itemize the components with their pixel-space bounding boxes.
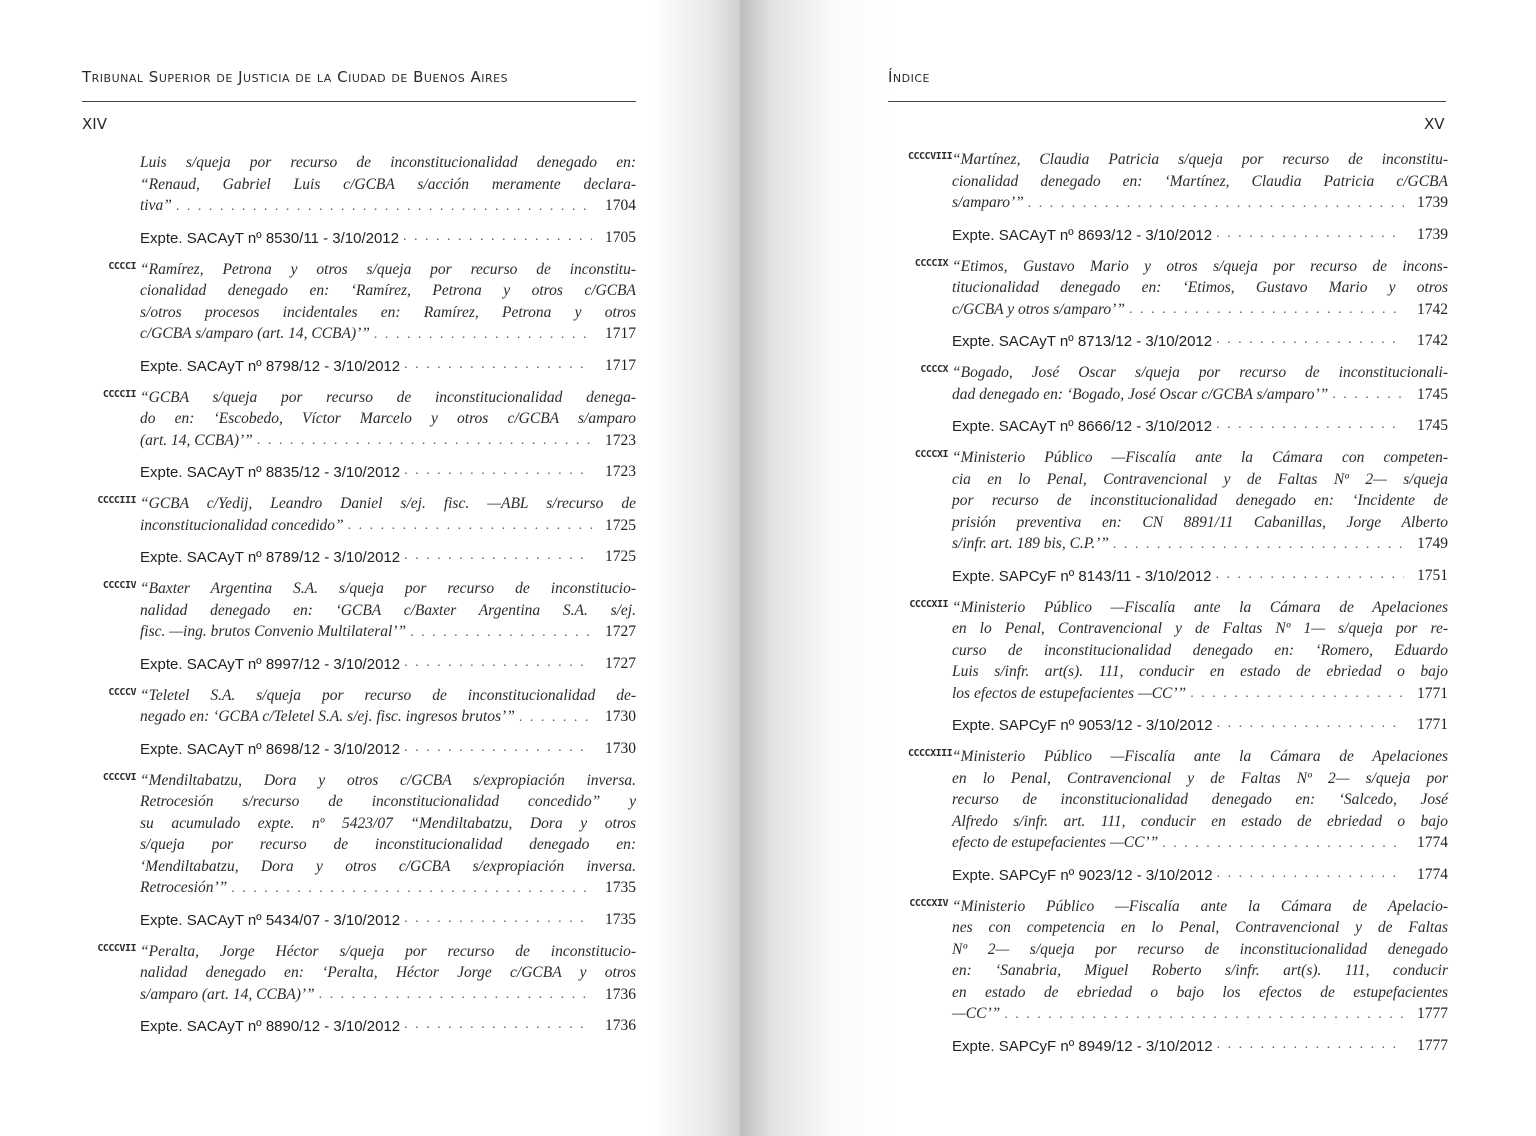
case-title-last-line (952, 832, 1448, 854)
page-reference: 1730 (605, 739, 636, 757)
entry-roman-numeral: CCCCII (102, 388, 136, 400)
entry-roman-numeral: CCCCVIII (908, 151, 953, 162)
page-reference: 1745 (1417, 385, 1448, 403)
index-entry (914, 256, 1448, 351)
index-entry (97, 941, 636, 1036)
page-reference: 1771 (1417, 684, 1448, 702)
dot-leader (1190, 683, 1404, 704)
file-number-text: Expte. SACAyT nº 8530/11 - 3/10/2012 (140, 229, 399, 247)
case-title-last-line (140, 877, 636, 899)
page-reference: 1739 (1417, 225, 1448, 243)
page-reference: 1771 (1417, 716, 1448, 733)
file-number-text: Expte. SAPCyF nº 8143/11 - 3/10/2012 (952, 567, 1212, 585)
case-title-line: “GCBA s/queja por recurso de inconstitucionalidad denega- (140, 388, 636, 406)
page-reference: 1749 (1417, 535, 1448, 552)
case-title-line: do en: ‘Escobedo, Víctor Marcelo y otros c/GCBA s/amparo (140, 410, 636, 427)
case-title-line: “Ministerio Público —Fiscalía ante la Cámara de Apelaciones (952, 748, 1448, 765)
case-title-last-line (952, 533, 1448, 555)
case-title-line: Alfredo s/infr. art. 111, conducir en estado de ebriedad o bajo (952, 812, 1448, 830)
case-title-line: “Bogado, José Oscar s/queja por recurso de inconstitucionali- (952, 364, 1448, 381)
case-title-line: nalidad denegado en: ‘GCBA c/Baxter Argentina S.A. s/ej. (140, 601, 636, 619)
page-reference: 1717 (605, 325, 636, 342)
index-entry (909, 597, 1448, 735)
dot-leader (1129, 299, 1404, 320)
entry-roman-numeral: CCCCV (108, 686, 136, 698)
page-reference: 1777 (1417, 1036, 1448, 1054)
index-entry (920, 362, 1448, 435)
case-file-reference (952, 564, 1448, 585)
dot-leader (1217, 863, 1404, 884)
case-title-last-line (140, 984, 636, 1006)
header-rule (888, 101, 1446, 102)
file-number-text: Expte. SACAyT nº 8666/12 - 3/10/2012 (952, 418, 1213, 435)
case-title-line: “Ministerio Público —Fiscalía ante la Cámara de Apelaciones (952, 598, 1448, 616)
page-reference: 1736 (605, 985, 636, 1003)
index-list (97, 152, 636, 1035)
page-reference: 1777 (1417, 1005, 1448, 1022)
case-file-reference (952, 329, 1448, 350)
dot-leader (348, 515, 592, 536)
case-file-reference (952, 223, 1448, 244)
index-entry (102, 387, 636, 482)
dot-leader (176, 196, 592, 217)
dot-leader (1216, 564, 1404, 585)
dot-leader (519, 707, 592, 728)
dot-leader (404, 737, 592, 758)
page-reference: 1742 (1417, 300, 1448, 318)
case-title-text: c/GCBA s/amparo (art. 14, CCBA)’” (140, 325, 370, 342)
dot-leader (1113, 534, 1404, 555)
case-file-reference (952, 713, 1448, 734)
page-reference: 1723 (605, 463, 636, 480)
case-title-line: Nº 2— s/queja por recurso de inconstitucionalidad denegado (952, 940, 1448, 958)
page-reference: 1725 (605, 548, 636, 565)
page-reference: 1725 (605, 516, 636, 534)
case-title-line: por recurso de inconstitucionalidad denegado en: ‘Incidente de (952, 492, 1448, 509)
dot-leader (1332, 384, 1404, 405)
case-title-line: cia en lo Penal, Contravencional y de Faltas Nº 2— s/queja (952, 470, 1448, 488)
page-reference: 1730 (605, 708, 636, 725)
case-title-line: nes con competencia en lo Penal, Contravencional y de Faltas (952, 919, 1448, 936)
case-title-line: “Renaud, Gabriel Luis c/GCBA s/acción meramente declara- (140, 175, 636, 193)
case-title-line: prisión preventiva en: CN 8891/11 Cabanillas, Jorge Alberto (952, 513, 1448, 531)
case-title-line: en lo Penal, Contravencional y de Faltas Nº 2— s/queja por (952, 769, 1448, 787)
dot-leader (1217, 713, 1404, 734)
case-title-line: su acumulado expte. nº 5423/07 “Mendiltabatzu, Dora y otros (140, 814, 636, 832)
entry-roman-numeral: CCCCVI (102, 771, 136, 783)
case-title-line: “Mendiltabatzu, Dora y otros c/GCBA s/expropiación inversa. (140, 771, 636, 789)
page-reference: 1751 (1417, 566, 1448, 584)
case-title-line: titucionalidad denegado en: ‘Etimos, Gustavo Mario y otros (952, 279, 1448, 296)
case-title-line: cionalidad denegado en: ‘Martínez, Claudia Patricia c/GCBA (952, 172, 1448, 190)
file-number-text: Expte. SACAyT nº 8890/12 - 3/10/2012 (140, 1018, 401, 1035)
case-title-line: en lo Penal, Contravencional y de Faltas Nº 1— s/queja por re- (952, 620, 1448, 637)
index-entry (102, 770, 636, 929)
running-head: Tribunal Superior de Justicia de la Ciudad de Buenos Aires (82, 68, 509, 86)
page-reference: 1735 (605, 879, 636, 896)
file-number-text: Expte. SACAyT nº 8693/12 - 3/10/2012 (952, 226, 1213, 244)
case-title-text: s/infr. art. 189 bis, C.P.’” (952, 535, 1109, 552)
index-entry (97, 493, 636, 566)
case-title-text: s/amparo’” (952, 194, 1024, 211)
case-file-reference (140, 545, 636, 566)
left-page (0, 0, 740, 1136)
entry-roman-numeral: CCCCXIII (908, 748, 953, 759)
case-file-reference (952, 414, 1448, 435)
case-title-text: negado en: ‘GCBA c/Teletel S.A. s/ej. fisc. ingresos brutos’” (140, 708, 515, 725)
case-title-line: ‘Mendiltabatzu, Dora y otros c/GCBA s/expropiación inversa. (140, 857, 636, 875)
case-title-text: Retrocesión’” (140, 879, 228, 896)
case-title-line: Luis s/infr. art(s). 111, conducir en estado de ebriedad o bajo (952, 663, 1448, 680)
case-title-last-line (140, 706, 636, 728)
case-title-line: “Etimos, Gustavo Mario y otros s/queja por recurso de incons- (952, 257, 1448, 275)
case-title-last-line (952, 192, 1448, 214)
file-number-text: Expte. SACAyT nº 8835/12 - 3/10/2012 (140, 464, 401, 481)
file-number-text: Expte. SAPCyF nº 9023/12 - 3/10/2012 (952, 866, 1213, 884)
index-entry (102, 578, 636, 673)
case-title-text: tiva” (140, 197, 172, 214)
case-title-line: cionalidad denegado en: ‘Ramírez, Petrona y otros c/GCBA (140, 282, 636, 299)
case-title-line: Luis s/queja por recurso de inconstitucionalidad denegado en: (140, 154, 636, 171)
case-title-last-line (140, 323, 636, 345)
case-title-line: “Teletel S.A. s/queja por recurso de inconstitucionalidad de- (140, 686, 636, 704)
index-entry (909, 896, 1448, 1055)
file-number-text: Expte. SAPCyF nº 8949/12 - 3/10/2012 (952, 1037, 1213, 1055)
page-number: XIV (82, 115, 107, 133)
case-title-line: “Martínez, Claudia Patricia s/queja por recurso de inconstitu- (952, 151, 1448, 168)
case-title-line: curso de inconstitucionalidad denegado en: ‘Romero, Eduardo (952, 641, 1448, 659)
page-reference: 1727 (605, 623, 636, 640)
dot-leader (257, 430, 592, 451)
entry-roman-numeral: CCCCX (920, 364, 948, 375)
page-reference: 1742 (1417, 332, 1448, 349)
file-number-text: Expte. SACAyT nº 8698/12 - 3/10/2012 (140, 740, 401, 758)
dot-leader (404, 908, 592, 929)
entry-roman-numeral: CCCCIX (914, 257, 948, 269)
page-number: XV (1424, 115, 1445, 133)
case-title-last-line (140, 195, 636, 217)
case-title-line: s/queja por recurso de inconstitucionalidad denegado en: (140, 836, 636, 853)
dot-leader (404, 652, 592, 673)
case-title-text: (art. 14, CCBA)’” (140, 431, 253, 449)
case-title-last-line (952, 384, 1448, 406)
dot-leader (403, 226, 592, 247)
index-entry (108, 685, 636, 758)
case-title-line: “Ministerio Público —Fiscalía ante la Cámara con competen- (952, 449, 1448, 466)
file-number-text: Expte. SACAyT nº 8798/12 - 3/10/2012 (140, 357, 401, 375)
case-title-last-line (140, 430, 636, 452)
case-title-last-line (952, 299, 1448, 321)
dot-leader (1216, 414, 1404, 435)
case-title-line: recurso de inconstitucionalidad denegado en: ‘Salcedo, José (952, 791, 1448, 808)
dot-leader (1216, 329, 1404, 350)
running-head: Índice (888, 68, 930, 86)
case-file-reference (140, 354, 636, 375)
entry-roman-numeral: CCCCXI (914, 449, 948, 460)
entry-roman-numeral: CCCCI (108, 260, 136, 272)
dot-leader (404, 460, 592, 481)
index-entry (908, 746, 1448, 884)
case-title-last-line (140, 621, 636, 643)
page-reference: 1717 (605, 356, 636, 374)
dot-leader (1216, 223, 1404, 244)
page-reference: 1723 (605, 431, 636, 449)
dot-leader (1217, 1034, 1404, 1055)
case-title-text: c/GCBA y otros s/amparo’” (952, 300, 1125, 318)
case-title-line: s/otros procesos incidentales en: Ramírez, Petrona y otros (140, 303, 636, 321)
case-title-text: fisc. —ing. brutos Convenio Multilateral’” (140, 623, 407, 640)
file-number-text: Expte. SACAyT nº 8713/12 - 3/10/2012 (952, 333, 1213, 350)
index-list (908, 149, 1448, 1055)
file-number-text: Expte. SACAyT nº 8997/12 - 3/10/2012 (140, 655, 401, 673)
case-title-text: dad denegado en: ‘Bogado, José Oscar c/GCBA s/amparo’” (952, 385, 1329, 403)
case-file-reference (952, 1034, 1448, 1055)
case-title-text: s/amparo (art. 14, CCBA)’” (140, 985, 315, 1003)
case-title-last-line (952, 1003, 1448, 1025)
entry-roman-numeral: CCCCIV (102, 580, 136, 591)
dot-leader (319, 984, 592, 1005)
page-reference: 1727 (605, 654, 636, 672)
index-entry (908, 149, 1448, 244)
entry-roman-numeral: CCCCIII (97, 495, 136, 506)
dot-leader (404, 354, 592, 375)
dot-leader (404, 545, 592, 566)
file-number-text: Expte. SACAyT nº 5434/07 - 3/10/2012 (140, 911, 401, 929)
page-reference: 1735 (605, 910, 636, 928)
case-title-text: los efectos de estupefacientes —CC’” (952, 684, 1187, 702)
page-reference: 1774 (1417, 865, 1448, 883)
right-page (740, 0, 1536, 1136)
page-reference: 1736 (605, 1017, 636, 1034)
page-reference: 1704 (605, 197, 636, 214)
dot-leader (410, 622, 592, 643)
dot-leader (1028, 193, 1404, 214)
page-reference: 1774 (1417, 834, 1448, 851)
file-number-text: Expte. SAPCyF nº 9053/12 - 3/10/2012 (952, 717, 1213, 734)
case-file-reference (140, 652, 636, 673)
case-title-line: en: ‘Sanabria, Miguel Roberto s/infr. art(s). 111, conducir (952, 962, 1448, 979)
case-file-reference (140, 460, 636, 481)
index-entry (914, 447, 1448, 585)
case-title-line: nalidad denegado en: ‘Peralta, Héctor Jorge c/GCBA y otros (140, 964, 636, 981)
case-title-text: —CC’” (952, 1005, 1001, 1022)
case-title-last-line (952, 683, 1448, 705)
case-title-line: “Peralta, Jorge Héctor s/queja por recurso de inconstitucio- (140, 942, 636, 960)
case-title-line: Retrocesión s/recurso de inconstitucionalidad concedido” y (140, 793, 636, 810)
case-title-line: “Baxter Argentina S.A. s/queja por recurso de inconstitucio- (140, 580, 636, 597)
page-reference: 1705 (605, 228, 636, 246)
dot-leader (374, 324, 592, 345)
case-title-text: efecto de estupefacientes —CC’” (952, 834, 1159, 851)
index-entry (140, 152, 636, 247)
header-rule (82, 101, 636, 102)
case-file-reference (140, 1014, 636, 1035)
page-reference: 1739 (1417, 194, 1448, 211)
case-file-reference (952, 863, 1448, 884)
file-number-text: Expte. SACAyT nº 8789/12 - 3/10/2012 (140, 549, 401, 566)
case-title-text: inconstitucionalidad concedido” (140, 516, 344, 534)
page-reference: 1745 (1417, 417, 1448, 434)
case-title-line: en estado de ebriedad o bajo los efectos de estupefacientes (952, 983, 1448, 1001)
dot-leader (404, 1014, 592, 1035)
case-title-line: “Ramírez, Petrona y otros s/queja por recurso de inconstitu- (140, 260, 636, 278)
case-file-reference (140, 226, 636, 247)
case-title-last-line (140, 515, 636, 537)
entry-roman-numeral: CCCCVII (97, 942, 136, 954)
case-file-reference (140, 737, 636, 758)
dot-leader (231, 878, 592, 899)
dot-leader (1004, 1004, 1404, 1025)
case-title-line: “Ministerio Público —Fiscalía ante la Cámara de Apelacio- (952, 897, 1448, 915)
entry-roman-numeral: CCCCXII (909, 598, 948, 610)
entry-roman-numeral: CCCCXIV (909, 897, 948, 909)
index-entry (108, 259, 636, 375)
dot-leader (1162, 833, 1404, 854)
case-file-reference (140, 908, 636, 929)
case-title-line: “GCBA c/Yedij, Leandro Daniel s/ej. fisc. —ABL s/recurso de (140, 495, 636, 512)
